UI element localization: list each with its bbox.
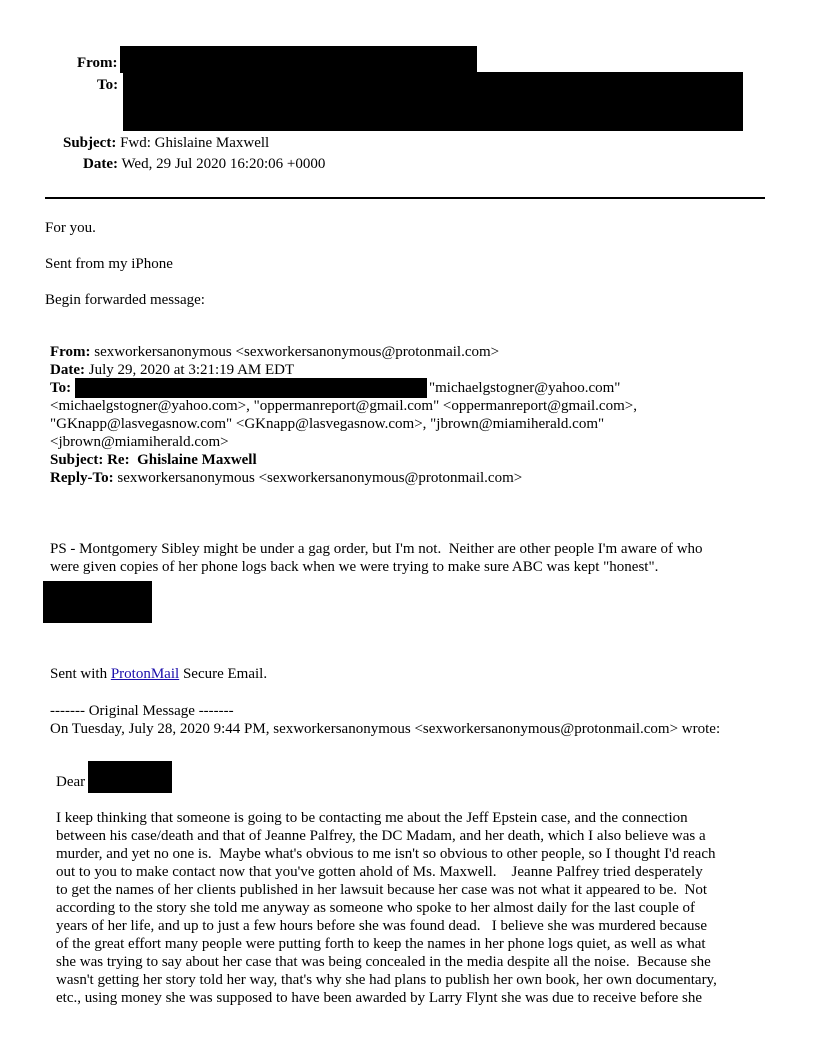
fwd-date-value: July 29, 2020 at 3:21:19 AM EDT xyxy=(88,362,295,378)
fwd-from-value: sexworkersanonymous <sexworkersanonymous@protonmail.com> xyxy=(94,344,500,360)
redaction-to xyxy=(123,72,743,131)
protonmail-link[interactable]: ProtonMail xyxy=(110,666,180,682)
header-date xyxy=(83,156,325,173)
ps-line-1: PS - Montgomery Sibley might be under a gag order, but I'm not. Neither are other people I'm aware of who xyxy=(50,541,703,557)
fwd-subject xyxy=(50,451,257,469)
ps-line-2: were given copies of her phone logs back when we were trying to make sure ABC was kept "honest". xyxy=(50,559,659,575)
original-intro: On Tuesday, July 28, 2020 9:44 PM, sexworkersanonymous <sexworkersanonymous@protonmail.com> wrote: xyxy=(50,721,721,737)
fwd-subject-value: Re: Ghislaine Maxwell xyxy=(107,452,257,468)
paragraph-line-11: etc., using money she was supposed to have been awarded by Larry Flynt she was due to receive before she xyxy=(56,990,703,1006)
paragraph-line-9: she was trying to say about her case that was being concealed in the media despite all the noise. Because she xyxy=(56,954,711,970)
fwd-subject-label: Subject: xyxy=(50,452,104,468)
redaction-salutation-name xyxy=(88,761,172,793)
redaction-fwd-to xyxy=(75,378,427,398)
header-from-label: From: xyxy=(77,55,118,71)
paragraph-line-6: according to the story she told me anyway as someone who spoke to her almost daily for the last couple of xyxy=(56,900,696,916)
paragraph-line-3: murder, and yet no one is. Maybe what's obvious to me isn't so obvious to other people, so I thought I'd reach xyxy=(56,846,716,862)
fwd-to-line2: <michaelgstogner@yahoo.com>, "oppermanreport@gmail.com" <oppermanreport@gmail.com>, xyxy=(50,398,637,414)
fwd-replyto-label: Reply-To: xyxy=(50,470,114,486)
body-line-begin-forwarded: Begin forwarded message: xyxy=(45,292,205,308)
fwd-to-line3: "GKnapp@lasvegasnow.com" <GKnapp@lasvegasnow.com>, "jbrown@miamiherald.com" xyxy=(50,416,605,432)
paragraph-line-5: to get the names of her clients published in her lawsuit because her case was not what it appeared to be. Not xyxy=(56,882,708,898)
header-subject-value: Fwd: Ghislaine Maxwell xyxy=(120,135,270,151)
paragraph-line-2: between his case/death and that of Jeanne Palfrey, the DC Madam, and her death, which I also believe was a xyxy=(56,828,706,844)
paragraph-line-7: years of her life, and up to just a few hours before she was found dead. I believe she was murdered because xyxy=(56,918,708,934)
header-divider xyxy=(45,197,765,199)
paragraph-line-10: wasn't getting her story told her way, that's why she had plans to publish her own book, her own documentary, xyxy=(56,972,717,988)
fwd-to-line4: <jbrown@miamiherald.com> xyxy=(50,434,229,450)
fwd-date-label: Date: xyxy=(50,362,85,378)
fwd-from xyxy=(50,343,499,361)
paragraph-line-8: of the great effort many people were putting forth to keep the names in her phone logs quiet, as well as what xyxy=(56,936,706,952)
header-date-label: Date: xyxy=(83,156,118,172)
signature-prefix: Sent with xyxy=(50,666,111,682)
body-line-for-you: For you. xyxy=(45,220,96,236)
salutation: Dear xyxy=(56,774,86,790)
paragraph-line-1: I keep thinking that someone is going to be contacting me about the Jeff Epstein case, and the connection xyxy=(56,810,688,826)
header-subject-label: Subject: xyxy=(63,135,117,151)
fwd-to xyxy=(50,379,71,397)
header-subject xyxy=(63,135,269,152)
header-date-value: Wed, 29 Jul 2020 16:20:06 +0000 xyxy=(121,156,326,172)
body-line-sent-from: Sent from my iPhone xyxy=(45,256,173,272)
protonmail-signature xyxy=(50,665,267,683)
fwd-replyto xyxy=(50,469,522,487)
fwd-date xyxy=(50,361,294,379)
signature-suffix: Secure Email. xyxy=(179,666,268,682)
fwd-to-line1-tail: "michaelgstogner@yahoo.com" xyxy=(429,380,621,396)
fwd-from-label: From: xyxy=(50,344,91,360)
redaction-signature-block xyxy=(43,581,152,623)
paragraph-line-4: out to you to make contact now that you've gotten ahold of Ms. Maxwell. Jeanne Palfrey tried desperately xyxy=(56,864,703,880)
fwd-to-label: To: xyxy=(50,380,72,396)
original-divider: ------- Original Message ------- xyxy=(50,703,234,719)
redaction-from xyxy=(120,46,477,73)
fwd-replyto-value: sexworkersanonymous <sexworkersanonymous@protonmail.com> xyxy=(117,470,523,486)
header-to-label: To: xyxy=(97,77,119,93)
